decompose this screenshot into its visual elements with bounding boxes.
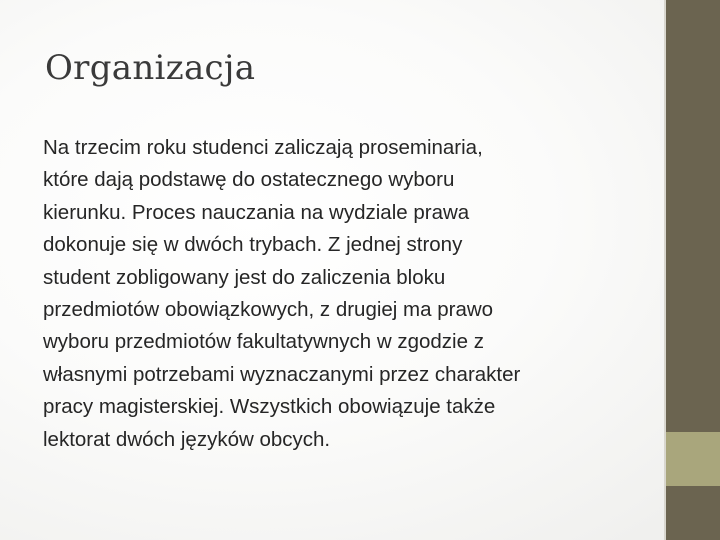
slide-body-text: Na trzecim roku studenci zaliczają proseminaria, które dają podstawę do ostatecznego wyboru kierunku. Proces nauczania na wydziale prawa dokonuje się w dwóch trybach. Z jednej strony student zobligowany jest do zaliczenia bloku przedmiotów obowiązkowych, z drugiej ma prawo wyboru przedmiotów fakultatywnych w zgodzie z własnymi potrzebami wyznaczanymi przez charakter pracy magisterskiej. Wszystkich obowiązuje także lektorat dwóch języków obcych. [43,136,521,451]
side-accent-block [666,432,720,486]
slide-title: Organizacja [45,48,256,88]
